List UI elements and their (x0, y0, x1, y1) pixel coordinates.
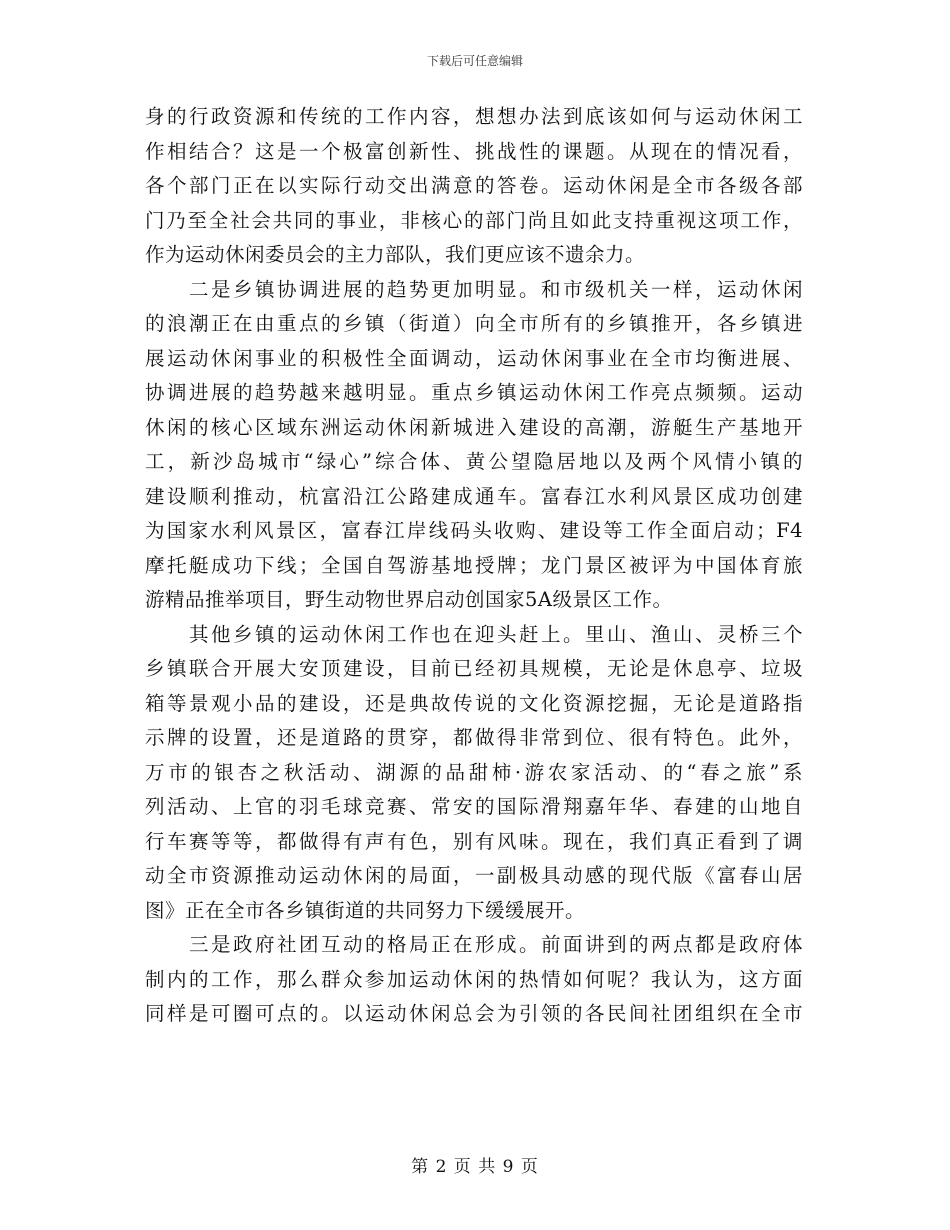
text-line: 图》正在全市各乡镇街道的共同努力下缓缓展开。 (145, 898, 586, 922)
text-line: 制内的工作，那么群众参加运动休闲的热情如何呢？我认为，这方面 (145, 967, 803, 991)
text-line: 摩托艇成功下线；全国自驾游基地授牌；龙门景区被评为中国体育旅 (145, 553, 803, 577)
text-line: 为国家水利风景区，富春江岸线码头收购、建设等工作全面启动；F4 (145, 519, 803, 542)
text-line: 各个部门正在以实际行动交出满意的答卷。运动休闲是全市各级各部 (145, 174, 803, 197)
text-line: 的浪潮正在由重点的乡镇（街道）向全市所有的乡镇推开，各乡镇进 (145, 312, 803, 335)
text-line: 其他乡镇的运动休闲工作也在迎头赶上。里山、渔山、灵桥三个 (145, 622, 803, 646)
text-line: 二是乡镇协调进展的趋势更加明显。和市级机关一样，运动休闲 (145, 277, 803, 301)
text-line: 休闲的核心区域东洲运动休闲新城进入建设的高潮，游艇生产基地开 (145, 415, 803, 439)
document-body (145, 100, 803, 1032)
text-line: 同样是可圈可点的。以运动休闲总会为引领的各民间社团组织在全市 (145, 1002, 803, 1025)
text-line: 行车赛等等，都做得有声有色，别有风味。现在，我们真正看到了调 (145, 829, 803, 853)
page-header: 下载后可任意编辑 (426, 54, 523, 68)
text-line: 动全市资源推动运动休闲的局面，一副极具动感的现代版《富春山居 (145, 864, 803, 887)
text-line: 箱等景观小品的建设，还是典故传说的文化资源挖掘，无论是道路指 (145, 691, 803, 715)
text-line: 万市的银杏之秋活动、湖源的品甜柿·游农家活动、的“春之旅”系 (145, 760, 803, 784)
text-line: 作为运动休闲委员会的主力部队，我们更应该不遗余力。 (145, 243, 646, 266)
page-number-footer: 第 2 页 共 9 页 (411, 1157, 539, 1177)
text-line: 乡镇联合开展大安顶建设，目前已经初具规模，无论是休息亭、垃圾 (145, 657, 803, 680)
text-line: 列活动、上官的羽毛球竞赛、常安的国际滑翔嘉年华、春建的山地自 (145, 795, 803, 818)
text-line: 展运动休闲事业的积极性全面调动，运动休闲事业在全市均衡进展、 (145, 346, 803, 370)
text-line: 游精品推举项目，野生动物世界启动创国家5A级景区工作。 (145, 588, 673, 611)
text-line: 门乃至全社会共同的事业，非核心的部门尚且如此支持重视这项工作， (145, 208, 803, 232)
text-line: 身的行政资源和传统的工作内容，想想办法到底该如何与运动休闲工 (145, 105, 803, 128)
text-line: 示牌的设置，还是道路的贯穿，都做得非常到位、很有特色。此外， (145, 726, 803, 749)
text-line: 作相结合？这是一个极富创新性、挑战性的课题。从现在的情况看， (145, 139, 803, 163)
text-line: 工，新沙岛城市“绿心”综合体、黄公望隐居地以及两个风情小镇的 (145, 450, 803, 473)
text-line: 建设顺利推动，杭富沿江公路建成通车。富春江水利风景区成功创建 (145, 484, 803, 508)
text-line: 协调进展的趋势越来越明显。重点乡镇运动休闲工作亮点频频。运动 (145, 381, 803, 404)
text-line: 三是政府社团互动的格局正在形成。前面讲到的两点都是政府体 (145, 933, 803, 956)
